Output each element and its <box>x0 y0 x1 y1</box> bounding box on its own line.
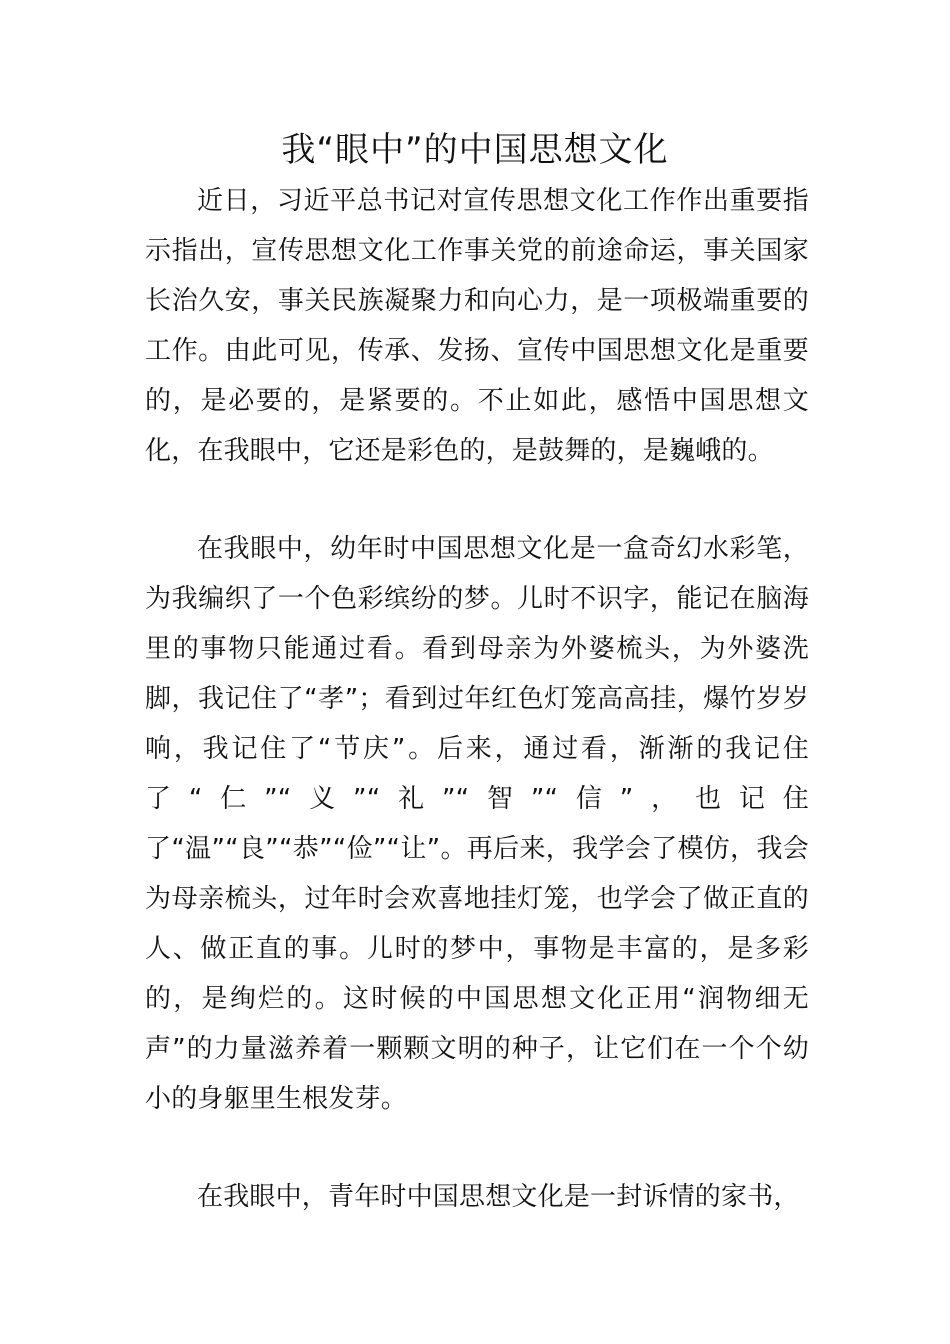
paragraph-youth: 在我眼中，青年时中国思想文化是一封诉情的家书， <box>197 1182 800 1212</box>
document-title: 我“眼中”的中国思想文化 <box>281 130 669 170</box>
paragraph-childhood: 在我眼中，幼年时中国思想文化是一盒奇幻水彩笔，为我编织了一个色彩缤纷的梦。儿时不识字，能记在脑海里的事物只能通过看。看到母亲为外婆梳头，为外婆洗脚，我记住了“孝”；看到过年红色灯笼高高挂，爆竹岁岁响，我记住了“节庆”。后来，通过看，渐渐的我记住了“仁”“义”“礼”“智”“信”，也记住了“温”“良”“恭”“俭”“让”。再后来，我学会了模仿，我会为母亲梳头，过年时会欢喜地挂灯笼，也学会了做正直的人、做正直的事。儿时的梦中，事物是丰富的，是多彩的，是绚烂的。这时候的中国思想文化正用“润物细无声”的力量滋养着一颗颗文明的种子，让它们在一个个幼小的身躯里生根发芽。 <box>145 534 809 1114</box>
paragraph-intro: 近日，习近平总书记对宣传思想文化工作作出重要指示指出，宣传思想文化工作事关党的前途命运，事关国家长治久安，事关民族凝聚力和向心力，是一项极端重要的工作。由此可见，传承、发扬、宣传中国思想文化是重要的，是必要的，是紧要的。不止如此，感悟中国思想文化，在我眼中，它还是彩色的，是鼓舞的，是巍峨的。 <box>145 186 809 466</box>
